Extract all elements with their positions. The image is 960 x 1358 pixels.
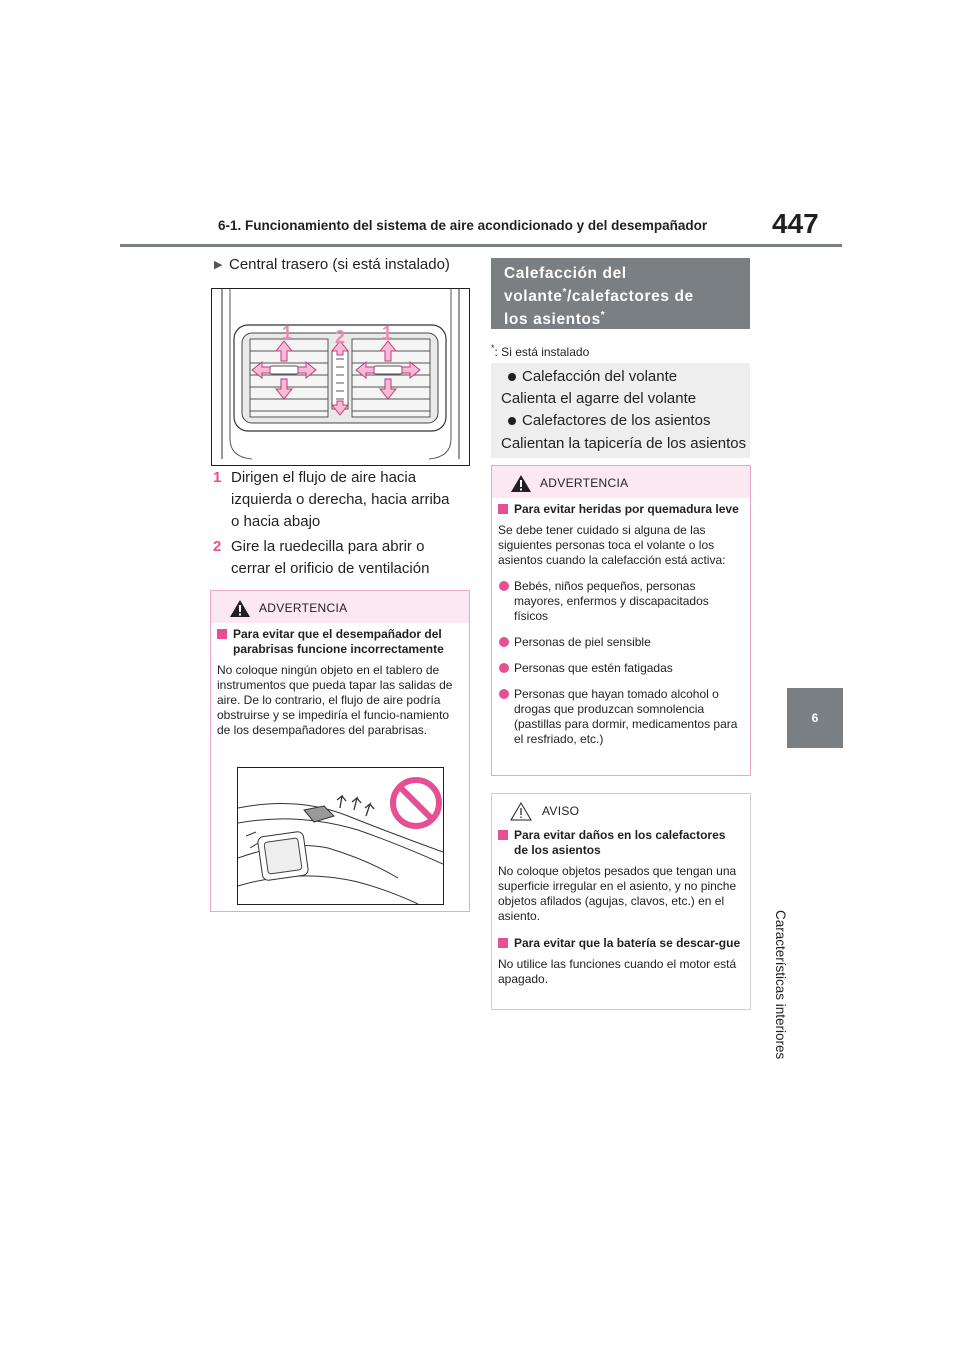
warning-body: No coloque ningún objeto en el tablero de instrumentos que pueda tapar las salidas de aire. De lo contrario, el flujo de aire podría obstruirse y se impediría el funcio-namiento de los desempañadores del parabrisas. bbox=[217, 663, 453, 737]
dot-bullet-icon bbox=[499, 663, 509, 673]
list-item: Personas que hayan tomado alcohol o drogas que produzcan somnolencia (pastillas para dormir, medicamentos para el resfriado, etc.) bbox=[498, 687, 740, 747]
item-text: Dirigen el flujo de aire hacia izquierda o derecha, hacia arriba o hacia abajo bbox=[231, 469, 450, 530]
list-item: Bebés, niños pequeños, personas mayores, enfermos y discapacitados físicos bbox=[498, 579, 740, 624]
warning-box-burns bbox=[491, 465, 751, 776]
notice-heading: Para evitar daños en los calefactores de los asientos bbox=[498, 828, 742, 858]
feature-desc: Calienta el agarre del volante bbox=[501, 390, 697, 407]
chapter-label: Características interiores bbox=[773, 910, 788, 1060]
warning-header bbox=[211, 591, 469, 623]
warning-icon bbox=[229, 599, 251, 618]
square-bullet-icon bbox=[498, 938, 508, 948]
list-item bbox=[213, 536, 473, 580]
square-bullet-icon bbox=[498, 504, 508, 514]
dot-bullet-icon bbox=[499, 637, 509, 647]
header-rule bbox=[120, 244, 842, 247]
figure-label-1b: 1 bbox=[382, 323, 393, 343]
notice-body: No utilice las funciones cuando el motor está apagado. bbox=[498, 957, 737, 986]
section-title: 6-1. Funcionamiento del sistema de aire acondicionado y del desempañador bbox=[218, 218, 708, 233]
feature-title: Calefacción del volante bbox=[522, 368, 678, 385]
dot-bullet-icon bbox=[499, 581, 509, 591]
figure-label-1: 1 bbox=[282, 323, 293, 343]
chapter-tab[interactable] bbox=[787, 688, 843, 748]
dashboard-figure bbox=[237, 767, 444, 905]
warning-label: ADVERTENCIA bbox=[259, 601, 348, 615]
figure-label-2: 2 bbox=[335, 327, 346, 347]
warning-heading: Para evitar que el desempañador del parabrisas funcione incorrectamente bbox=[217, 627, 461, 657]
section-banner: Calefacción del volante*/calefactores de los asientos* bbox=[491, 258, 750, 329]
notice-label: AVISO bbox=[542, 804, 580, 818]
rear-vent-figure bbox=[211, 288, 470, 466]
list-item bbox=[213, 467, 473, 533]
feature-desc: Calientan la tapicería de los asientos bbox=[501, 435, 747, 452]
list-item: Personas que estén fatigadas bbox=[498, 661, 740, 676]
dot-bullet-icon bbox=[499, 689, 509, 699]
notice-body: No coloque objetos pesados que tengan una superficie irregular en el asiento, y no pinche objetos afilados (agujas, clavos, etc.) en el asiento. bbox=[498, 864, 737, 923]
feature-list-box bbox=[491, 363, 750, 458]
notice-heading: Para evitar que la batería se descar-gue bbox=[498, 936, 742, 951]
caution-icon bbox=[510, 802, 532, 821]
warning-header bbox=[492, 466, 750, 498]
bullet-dot-icon bbox=[508, 417, 516, 425]
rear-vent-title: Central trasero (si está instalado) bbox=[229, 256, 450, 273]
feature-title: Calefactores de los asientos bbox=[522, 412, 711, 429]
warning-label: ADVERTENCIA bbox=[540, 476, 629, 490]
item-text: Gire la ruedecilla para abrir o cerrar el orificio de ventilación bbox=[231, 538, 430, 577]
triangle-bullet-icon: ▶ bbox=[214, 259, 223, 271]
square-bullet-icon bbox=[498, 830, 508, 840]
item-number: 2 bbox=[213, 538, 222, 555]
warning-heading: Para evitar heridas por quemadura leve bbox=[498, 502, 742, 517]
item-number: 1 bbox=[213, 469, 222, 486]
notice-header bbox=[492, 794, 750, 826]
warning-intro: Se debe tener cuidado si alguna de las siguientes personas toca el volante o los asientos cuando la calefacción está activa: bbox=[498, 523, 726, 567]
warning-icon bbox=[510, 474, 532, 493]
bullet-dot-icon bbox=[508, 373, 516, 381]
square-bullet-icon bbox=[217, 629, 227, 639]
notice-box bbox=[491, 793, 751, 1010]
list-item: Personas de piel sensible bbox=[498, 635, 740, 650]
chapter-number: 6 bbox=[811, 711, 819, 725]
page-number: 447 bbox=[772, 208, 819, 239]
footnote: *: Si está instalado bbox=[491, 343, 590, 359]
